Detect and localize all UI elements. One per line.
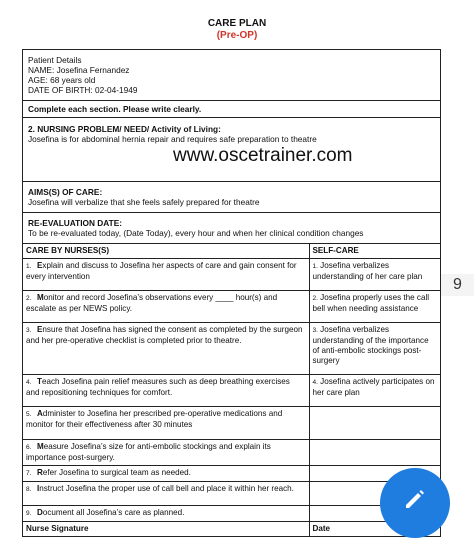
self-care-item (309, 375, 440, 407)
care-item (23, 466, 309, 482)
care-item-number: 1. (26, 263, 32, 270)
care-plan-title: CARE PLAN (207, 18, 267, 29)
care-item (23, 506, 309, 522)
care-item (23, 440, 309, 466)
care-item-number: 8. (26, 486, 32, 493)
self-care-empty-cell (309, 407, 440, 440)
self-care-number: 3. (312, 327, 318, 334)
care-item-number: 4. (26, 379, 32, 386)
care-item-text: nstruct Josefina the proper use of call bell and place it within her reach. (39, 484, 294, 493)
care-item-text: ocument all Josefina’s care as planned. (42, 508, 185, 517)
care-item-initial: D (37, 508, 43, 517)
reevaluation-text: To be re-evaluated today, (Date Today), every hour and when her clinical condition changes (28, 228, 364, 238)
aims-heading: AIMS(S) OF CARE: (28, 187, 103, 197)
patient-details-section (23, 50, 440, 101)
self-care-number: 2. (312, 295, 318, 302)
self-care-number: 4. (312, 379, 318, 386)
care-item-initial: I (37, 484, 40, 493)
care-item-initial: R (37, 468, 43, 477)
self-care-empty-cell (309, 440, 440, 466)
care-plan-form (22, 49, 441, 537)
care-item-number: 6. (26, 444, 32, 451)
care-item (23, 259, 309, 291)
care-item (23, 375, 309, 407)
patient-details-heading: Patient Details (28, 55, 82, 65)
reevaluation-heading: RE-EVALUATION DATE: (28, 218, 123, 228)
care-by-nurses-header: CARE BY NURSES(S) (23, 244, 309, 259)
self-care-text: Josefina actively participates on her care plan (312, 377, 435, 397)
aims-section (23, 182, 440, 213)
care-item-initial: E (37, 261, 43, 270)
care-plan-subtitle: (Pre-OP) (216, 30, 258, 41)
self-care-text: Josefina properly uses the call bell when needing assistance (312, 293, 430, 313)
care-item (23, 323, 309, 375)
care-item-text: easure Josefina’s size for anti-embolic stockings and explain its importance post-surgery. (26, 442, 271, 462)
self-care-item (309, 323, 440, 375)
nursing-problem-section (23, 118, 440, 182)
watermark-url: www.oscetrainer.com (173, 145, 353, 166)
care-item-initial: E (37, 325, 43, 334)
care-item-initial: M (37, 293, 44, 302)
care-item-initial: A (37, 409, 43, 418)
care-item-number: 7. (26, 470, 32, 477)
care-item-initial: M (37, 442, 44, 451)
self-care-item (309, 291, 440, 323)
date-label: Date (309, 522, 440, 537)
care-item-text: efer Josefina to surgical team as needed. (42, 468, 191, 477)
instruction-line: Complete each section. Please write clearly. (23, 101, 440, 118)
self-care-text: Josefina verbalizes understanding of the importance of anti-embolic stockings post-surgery (312, 325, 429, 365)
care-table (23, 244, 440, 536)
nursing-problem-heading: 2. NURSING PROBLEM/ NEED/ Activity of Living: (28, 124, 221, 134)
patient-name: NAME: Josefina Fernandez (28, 65, 130, 75)
self-care-number: 1. (312, 263, 318, 270)
care-item-number: 9. (26, 510, 32, 517)
care-item-text: xplain and discuss to Josefina her aspects of care and gain consent for every intervention (26, 261, 297, 281)
care-item-text: onitor and record Josefina’s observations every ____ hour(s) and escalate as per NEWS policy. (26, 293, 278, 313)
edit-pencil-icon (402, 486, 428, 512)
patient-age: AGE: 68 years old (28, 75, 96, 85)
patient-dob: DATE OF BIRTH: 02-04-1949 (28, 85, 138, 95)
care-item-number: 3. (26, 327, 32, 334)
self-care-text: Josefina verbalizes understanding of her care plan (312, 261, 423, 281)
nurse-signature-label: Nurse Signature (23, 522, 309, 537)
care-item-text: nsure that Josefina has signed the consent as completed by the surgeon and her pre-operative checklist is completed prior to theatre. (26, 325, 303, 345)
care-item (23, 407, 309, 440)
care-item-number: 2. (26, 295, 32, 302)
care-item-text: each Josefina pain relief measures such as deep breathing exercises and repositioning techniques for comfort. (26, 377, 290, 397)
reevaluation-section (23, 213, 440, 244)
care-item-text: dminister to Josefina her prescribed pre-operative medications and monitor for their effectiveness after 30 minutes (26, 409, 283, 429)
aims-text: Josefina will verbalize that she feels safely prepared for theatre (28, 197, 260, 207)
care-item (23, 291, 309, 323)
care-item (23, 482, 309, 506)
care-item-number: 5. (26, 411, 32, 418)
care-item-initial: T (37, 377, 42, 386)
edit-fab-button[interactable] (380, 468, 450, 538)
nursing-problem-text: Josefina is for abdominal hernia repair and requires safe preparation to theatre (28, 134, 317, 144)
self-care-header: SELF-CARE (309, 244, 440, 259)
page-indicator[interactable]: 9 (441, 274, 474, 296)
self-care-item (309, 259, 440, 291)
